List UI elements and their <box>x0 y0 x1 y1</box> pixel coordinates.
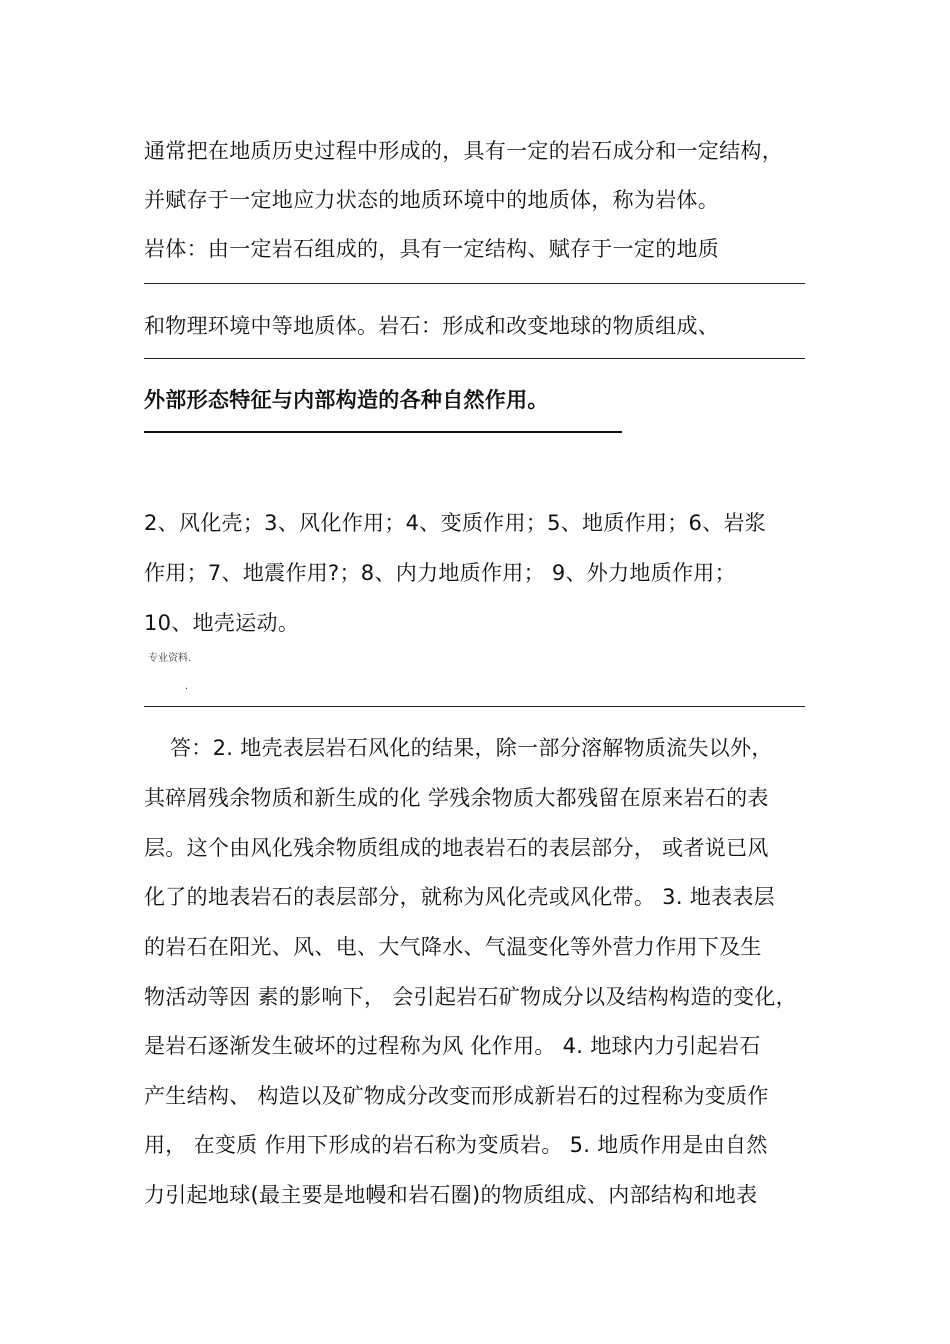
geological-process-bold-line: 外部形态特征与内部构造的各种自然作用。 <box>144 388 549 412</box>
footer-dot: . <box>185 681 189 692</box>
rock-mass-definition-line-2: 和物理环境中等地质体。岩石：形成和改变地球的物质组成、 <box>144 314 720 338</box>
underline-rule-short <box>144 431 622 433</box>
terms-line-3: 10、地壳运动。 <box>144 611 300 635</box>
underline-rule <box>144 283 805 284</box>
underline-rule <box>144 358 805 359</box>
answer-line-5: 的岩石在阳光、风、电、大气降水、气温变化等外营力作用下及生 <box>144 935 762 959</box>
footer-label: 专业资料. <box>148 653 192 664</box>
answer-line-9: 用， 在变质 作用下形成的岩石称为变质岩。 5. 地质作用是由自然 <box>144 1133 768 1157</box>
rock-mass-definition-line-1: 岩体：由一定岩石组成的，具有一定结构、赋存于一定的地质 <box>144 237 720 261</box>
answer-line-2: 其碎屑残余物质和新生成的化 学残余物质大都残留在原来岩石的表 <box>144 786 769 810</box>
answer-line-7: 是岩石逐渐发生破坏的过程称为风 化作用。 4. 地球内力引起岩石 <box>144 1034 761 1058</box>
answer-line-10: 力引起地球(最主要是地幔和岩石圈)的物质组成、内部结构和地表 <box>144 1183 758 1207</box>
answer-line-8: 产生结构、 构造以及矿物成分改变而形成新岩石的过程称为变质作 <box>144 1084 769 1108</box>
answer-line-1: 答：2. 地壳表层岩石风化的结果，除一部分溶解物质流失以外， <box>170 736 773 760</box>
terms-line-2: 作用；7、地震作用?；8、内力地质作用； 9、外力地质作用； <box>144 561 736 585</box>
answer-line-4: 化了的地表岩石的表层部分，就称为风化壳或风化带。 3. 地表表层 <box>144 885 775 909</box>
answer-line-3: 层。这个由风化残余物质组成的地表岩石的表层部分， 或者说已风 <box>144 836 769 860</box>
terms-line-1: 2、风化壳；3、风化作用；4、变质作用；5、地质作用；6、岩浆 <box>144 511 767 535</box>
answer-line-6: 物活动等因 素的影响下， 会引起岩石矿物成分以及结构构造的变化， <box>144 985 797 1009</box>
page-separator-rule <box>144 706 805 707</box>
paragraph-1-line-2: 并赋存于一定地应力状态的地质环境中的地质体，称为岩体。 <box>144 188 720 212</box>
paragraph-1-line-1: 通常把在地质历史过程中形成的，具有一定的岩石成分和一定结构， <box>144 139 783 163</box>
